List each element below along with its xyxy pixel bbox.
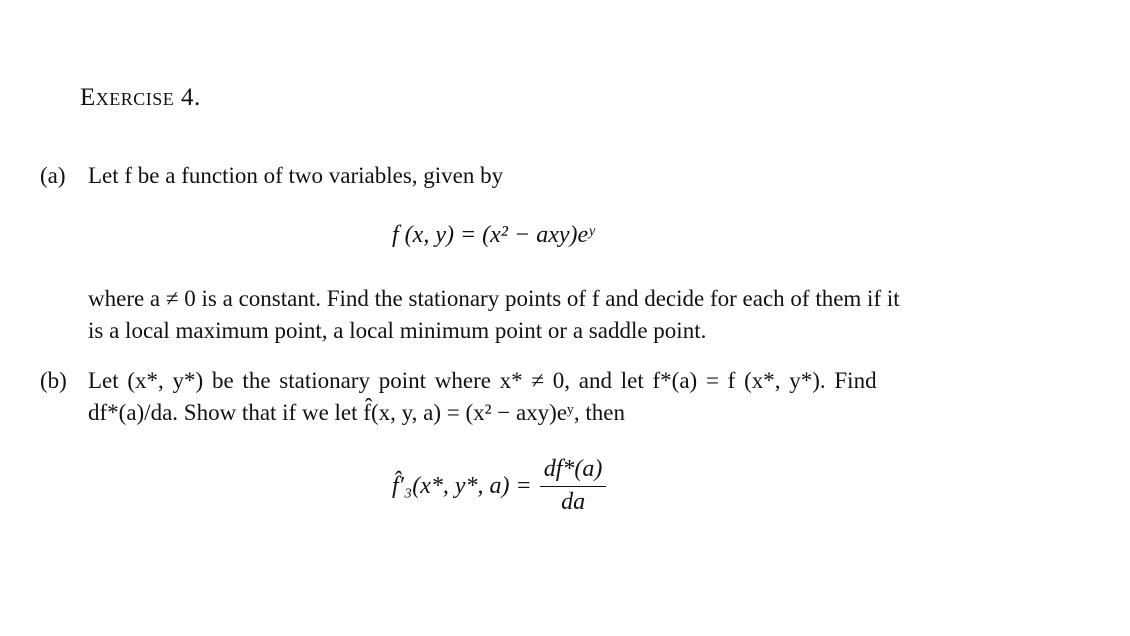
part-a-body-line2: is a local maximum point, a local minimum point or a saddle point.	[88, 318, 707, 343]
part-b-equation-lhs: f̂′₃(x*, y*, a) =	[392, 472, 532, 499]
exercise-title-word: Exercise	[80, 84, 175, 111]
part-a-equation: f (x, y) = (x² − axy)eʸ	[392, 222, 595, 248]
part-b-line1: Let (x*, y*) be the stationary point where x* ≠ 0, and let f*(a) = f (x*, y*). Find	[88, 368, 877, 393]
part-b-label: (b)	[40, 368, 67, 393]
part-b-fraction-denominator: da	[561, 489, 586, 515]
part-b-fraction	[540, 456, 607, 516]
part-b-equation	[392, 456, 606, 516]
part-b-line2: df*(a)/da. Show that if we let f̂(x, y, a) = (x² − axy)eʸ, then	[88, 400, 625, 425]
part-a-label: (a)	[40, 163, 66, 188]
part-a-body-line1: where a ≠ 0 is a constant. Find the stationary points of f and decide for each of them if it	[88, 286, 900, 311]
part-a-intro: Let f be a function of two variables, given by	[88, 163, 504, 188]
part-b-fraction-numerator: df*(a)	[540, 456, 607, 487]
exercise-title	[80, 84, 201, 112]
exercise-title-number: 4.	[181, 84, 201, 111]
